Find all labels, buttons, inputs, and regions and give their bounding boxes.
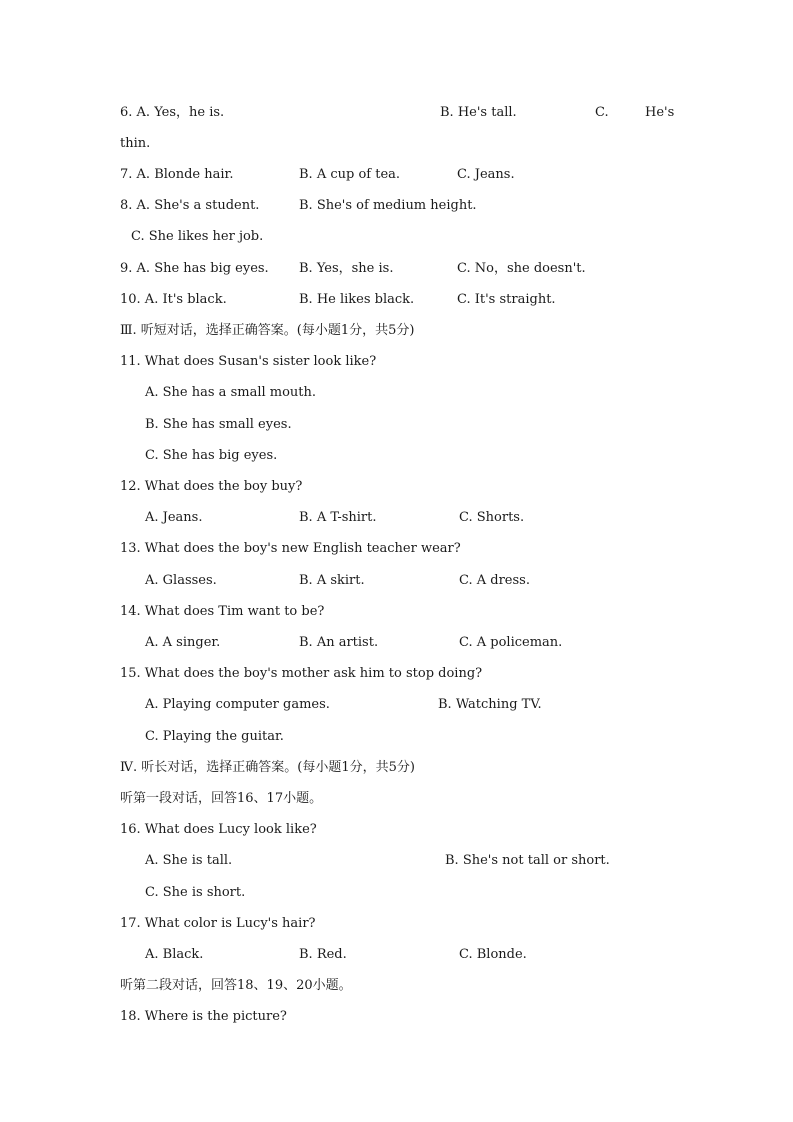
question-11: 11. What does Susan's sister look like? [120, 354, 377, 369]
question-17: 17. What color is Lucy's hair? [120, 916, 316, 931]
question-13: 13. What does the boy's new English teacher wear? [120, 541, 461, 556]
question-11-option-a: A. She has a small mouth. [145, 385, 317, 400]
section-3-heading: Ⅲ. 听短对话，选择正确答案。(每小题1分，共5分) [120, 323, 415, 338]
question-14: 14. What does Tim want to be? [120, 604, 325, 619]
question-9-option-b: B. Yes，she is. [299, 261, 394, 276]
question-6-option-c-continued: thin. [120, 136, 151, 151]
question-17-option-c: C. Blonde. [459, 947, 527, 962]
question-6-option-c-text: He's [645, 105, 675, 120]
question-8-option-b: B. She's of medium height. [299, 198, 477, 213]
section-4-dialogue-1-instruction: 听第一段对话，回答16、17小题。 [120, 791, 323, 806]
question-13-option-b: B. A skirt. [299, 573, 365, 588]
question-8-option-c: C. She likes her job. [131, 229, 264, 244]
question-13-option-c: C. A dress. [459, 573, 530, 588]
question-16: 16. What does Lucy look like? [120, 822, 317, 837]
question-15-option-b: B. Watching TV. [438, 697, 542, 712]
question-11-option-c: C. She has big eyes. [145, 448, 278, 463]
question-14-option-c: C. A policeman. [459, 635, 563, 650]
section-4-dialogue-2-instruction: 听第二段对话，回答18、19、20小题。 [120, 978, 352, 993]
question-7-option-b: B. A cup of tea. [299, 167, 401, 182]
question-11-option-b: B. She has small eyes. [145, 417, 292, 432]
question-18: 18. Where is the picture? [120, 1009, 287, 1024]
question-10-option-a: 10. A. It's black. [120, 292, 227, 307]
question-6-option-b: B. He's tall. [440, 105, 517, 120]
question-14-option-b: B. An artist. [299, 635, 379, 650]
section-4-heading: Ⅳ. 听长对话，选择正确答案。(每小题1分，共5分) [120, 760, 415, 775]
question-7-option-a: 7. A. Blonde hair. [120, 167, 234, 182]
question-15: 15. What does the boy's mother ask him to stop doing? [120, 666, 483, 681]
question-10-option-b: B. He likes black. [299, 292, 415, 307]
question-16-option-c: C. She is short. [145, 885, 246, 900]
question-7-option-c: C. Jeans. [457, 167, 515, 182]
question-12-option-b: B. A T-shirt. [299, 510, 377, 525]
question-12-option-a: A. Jeans. [145, 510, 203, 525]
question-12: 12. What does the boy buy? [120, 479, 303, 494]
question-17-option-b: B. Red. [299, 947, 347, 962]
question-9-option-a: 9. A. She has big eyes. [120, 261, 269, 276]
question-9-option-c: C. No，she doesn't. [457, 261, 586, 276]
question-15-option-a: A. Playing computer games. [145, 697, 330, 712]
question-6-option-a: 6. A. Yes，he is. [120, 105, 225, 120]
question-16-option-b: B. She's not tall or short. [445, 853, 610, 868]
question-13-option-a: A. Glasses. [145, 573, 217, 588]
question-12-option-c: C. Shorts. [459, 510, 525, 525]
question-16-option-a: A. She is tall. [145, 853, 233, 868]
question-8-option-a: 8. A. She's a student. [120, 198, 260, 213]
question-10-option-c: C. It's straight. [457, 292, 556, 307]
question-6-option-c-label: C. [595, 105, 609, 120]
question-14-option-a: A. A singer. [145, 635, 221, 650]
question-17-option-a: A. Black. [145, 947, 204, 962]
question-15-option-c: C. Playing the guitar. [145, 729, 284, 744]
